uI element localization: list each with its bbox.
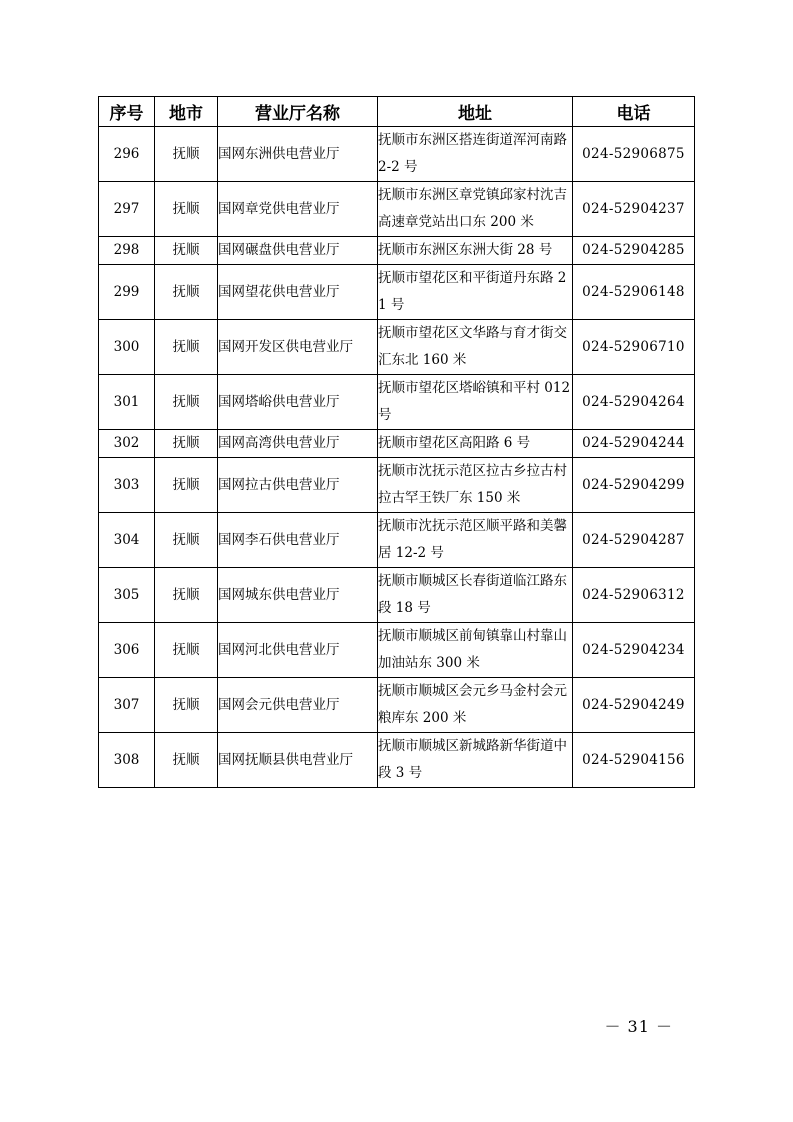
page-number: － 31 － — [604, 1017, 673, 1036]
cell-phone: 024-52904234 — [573, 623, 695, 678]
cell-outlet-name: 国网拉古供电营业厅 — [218, 458, 378, 513]
cell-outlet-name: 国网塔峪供电营业厅 — [218, 375, 378, 430]
cell-city: 抚顺 — [155, 430, 218, 458]
cell-serial-number: 296 — [99, 127, 155, 182]
cell-city: 抚顺 — [155, 513, 218, 568]
header-serial-number: 序号 — [99, 97, 155, 127]
cell-phone: 024-52906710 — [573, 320, 695, 375]
cell-address: 抚顺市望花区文华路与育才街交汇东北 160 米 — [378, 320, 573, 375]
cell-outlet-name: 国网河北供电营业厅 — [218, 623, 378, 678]
table-row — [99, 265, 695, 320]
cell-phone: 024-52906148 — [573, 265, 695, 320]
cell-serial-number: 303 — [99, 458, 155, 513]
cell-phone: 024-52906312 — [573, 568, 695, 623]
service-outlet-table — [98, 96, 695, 788]
cell-address: 抚顺市沈抚示范区顺平路和美馨居 12-2 号 — [378, 513, 573, 568]
cell-city: 抚顺 — [155, 375, 218, 430]
cell-outlet-name: 国网东洲供电营业厅 — [218, 127, 378, 182]
cell-outlet-name: 国网碾盘供电营业厅 — [218, 237, 378, 265]
cell-address: 抚顺市沈抚示范区拉古乡拉古村拉古罕王铁厂东 150 米 — [378, 458, 573, 513]
table-row — [99, 320, 695, 375]
cell-address: 抚顺市顺城区长春街道临江路东段 18 号 — [378, 568, 573, 623]
cell-city: 抚顺 — [155, 265, 218, 320]
table-row — [99, 568, 695, 623]
cell-serial-number: 302 — [99, 430, 155, 458]
cell-outlet-name: 国网望花供电营业厅 — [218, 265, 378, 320]
header-address: 地址 — [378, 97, 573, 127]
cell-phone: 024-52904264 — [573, 375, 695, 430]
cell-phone: 024-52904249 — [573, 678, 695, 733]
cell-address: 抚顺市顺城区会元乡马金村会元粮库东 200 米 — [378, 678, 573, 733]
table-row — [99, 458, 695, 513]
cell-phone: 024-52904156 — [573, 733, 695, 788]
header-outlet-name: 营业厅名称 — [218, 97, 378, 127]
cell-serial-number: 307 — [99, 678, 155, 733]
cell-phone: 024-52906875 — [573, 127, 695, 182]
cell-outlet-name: 国网高湾供电营业厅 — [218, 430, 378, 458]
cell-city: 抚顺 — [155, 623, 218, 678]
header-city: 地市 — [155, 97, 218, 127]
cell-phone: 024-52904299 — [573, 458, 695, 513]
table-row — [99, 127, 695, 182]
cell-phone: 024-52904287 — [573, 513, 695, 568]
cell-serial-number: 305 — [99, 568, 155, 623]
table-row — [99, 678, 695, 733]
cell-serial-number: 300 — [99, 320, 155, 375]
cell-serial-number: 297 — [99, 182, 155, 237]
table-row — [99, 430, 695, 458]
header-phone: 电话 — [573, 97, 695, 127]
cell-address: 抚顺市望花区高阳路 6 号 — [378, 430, 573, 458]
cell-serial-number: 306 — [99, 623, 155, 678]
cell-city: 抚顺 — [155, 320, 218, 375]
cell-address: 抚顺市东洲区搭连街道浑河南路 2-2 号 — [378, 127, 573, 182]
cell-city: 抚顺 — [155, 678, 218, 733]
table-row — [99, 182, 695, 237]
table-row — [99, 733, 695, 788]
cell-address: 抚顺市东洲区章党镇邱家村沈吉高速章党站出口东 200 米 — [378, 182, 573, 237]
table-row — [99, 513, 695, 568]
cell-outlet-name: 国网城东供电营业厅 — [218, 568, 378, 623]
cell-phone: 024-52904244 — [573, 430, 695, 458]
cell-serial-number: 308 — [99, 733, 155, 788]
table-row — [99, 375, 695, 430]
cell-city: 抚顺 — [155, 182, 218, 237]
cell-serial-number: 301 — [99, 375, 155, 430]
table-row — [99, 623, 695, 678]
cell-address: 抚顺市东洲区东洲大街 28 号 — [378, 237, 573, 265]
cell-address: 抚顺市顺城区前甸镇靠山村靠山加油站东 300 米 — [378, 623, 573, 678]
cell-serial-number: 299 — [99, 265, 155, 320]
cell-phone: 024-52904285 — [573, 237, 695, 265]
cell-serial-number: 298 — [99, 237, 155, 265]
cell-city: 抚顺 — [155, 127, 218, 182]
cell-outlet-name: 国网会元供电营业厅 — [218, 678, 378, 733]
cell-phone: 024-52904237 — [573, 182, 695, 237]
table-row — [99, 237, 695, 265]
cell-city: 抚顺 — [155, 458, 218, 513]
cell-outlet-name: 国网章党供电营业厅 — [218, 182, 378, 237]
cell-outlet-name: 国网抚顺县供电营业厅 — [218, 733, 378, 788]
cell-address: 抚顺市望花区塔峪镇和平村 012 号 — [378, 375, 573, 430]
cell-city: 抚顺 — [155, 568, 218, 623]
cell-city: 抚顺 — [155, 733, 218, 788]
cell-city: 抚顺 — [155, 237, 218, 265]
cell-outlet-name: 国网开发区供电营业厅 — [218, 320, 378, 375]
table-header-row — [99, 97, 695, 127]
cell-address: 抚顺市顺城区新城路新华街道中段 3 号 — [378, 733, 573, 788]
cell-serial-number: 304 — [99, 513, 155, 568]
cell-outlet-name: 国网李石供电营业厅 — [218, 513, 378, 568]
cell-address: 抚顺市望花区和平街道丹东路 21 号 — [378, 265, 573, 320]
